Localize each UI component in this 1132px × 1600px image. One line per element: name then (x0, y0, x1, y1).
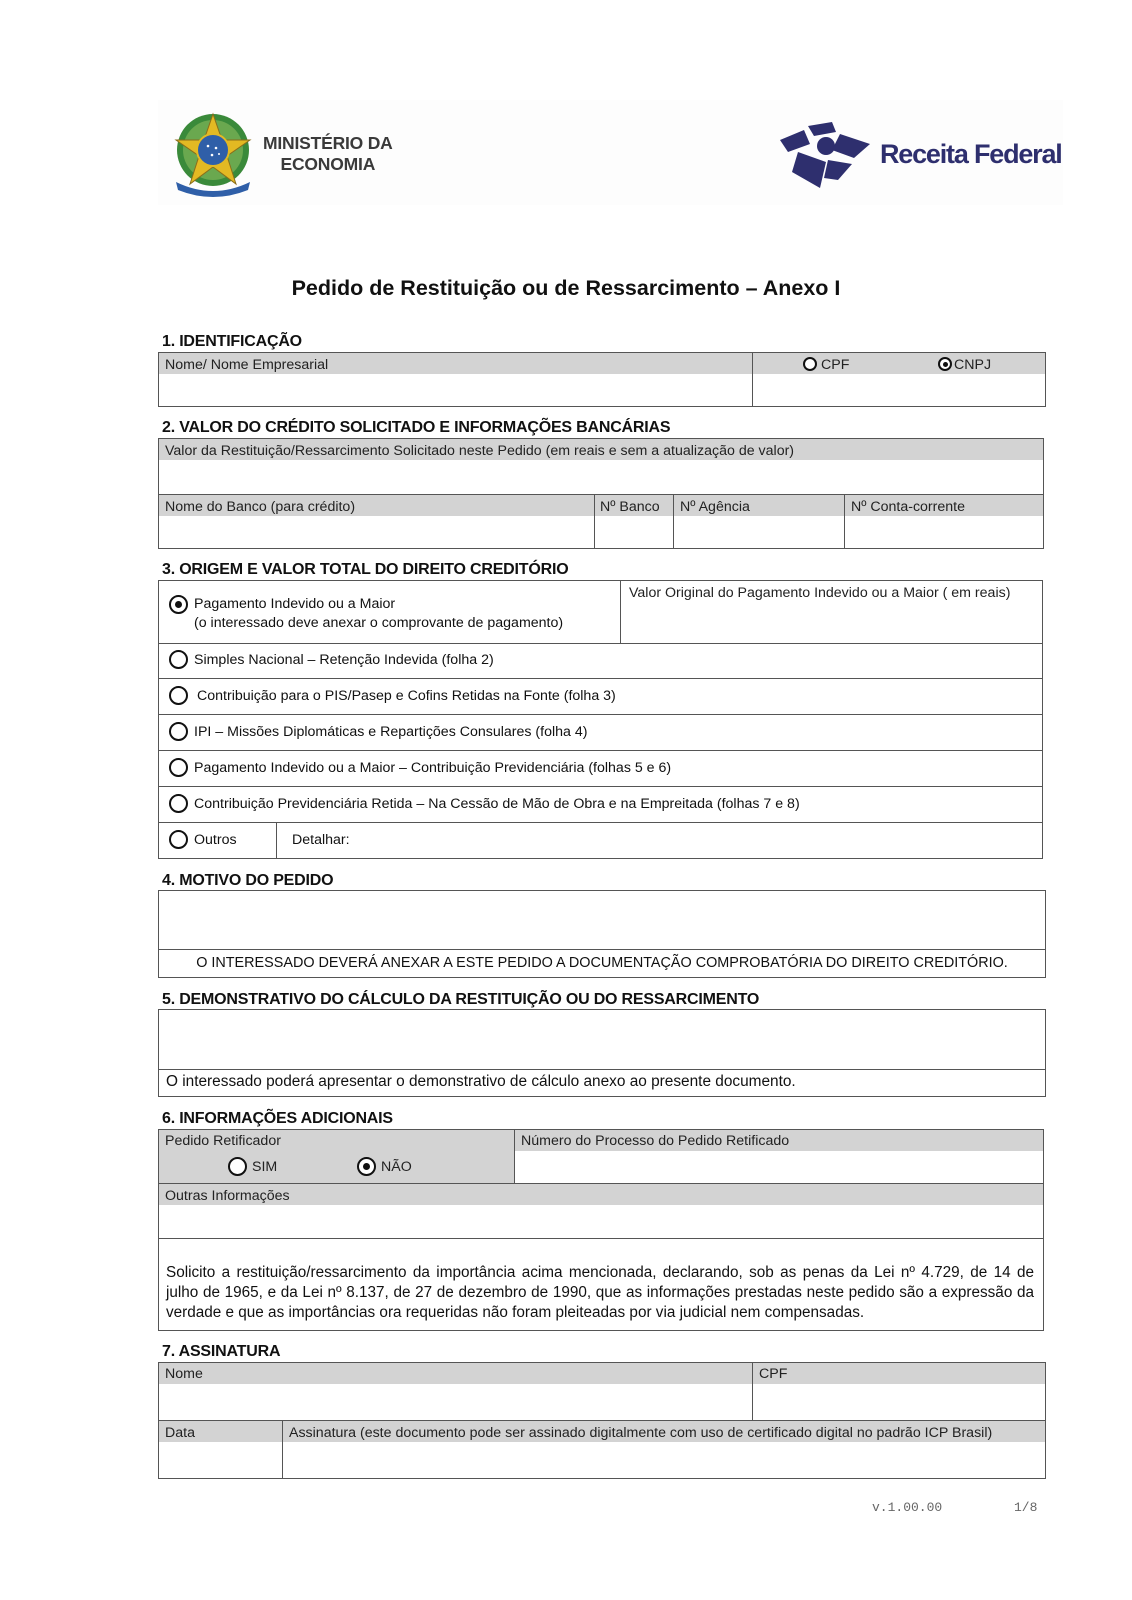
previdenciaria-radio[interactable] (169, 758, 188, 777)
section-7-title: 7. ASSINATURA (162, 1343, 281, 1360)
ministry-line-1: MINISTÉRIO DA (263, 133, 393, 153)
data-label: Data (165, 1425, 195, 1441)
divider (159, 678, 1042, 679)
conta-label: Nº Conta-corrente (851, 499, 965, 515)
declaration-text: Solicito a restituição/ressarcimento da importância acima mencionada, declarando, sob as penas da Lei nº 4.729, de 14 de julho de 1965, e da Lei nº 8.137, de 27 de dezembro de 1990, que as informações prestadas neste pedido são a expressão da verdade e que as importâncias ora requeridas não foram pleiteadas por via judicial nem compensadas. (166, 1264, 1034, 1321)
ipi-label: IPI – Missões Diplomáticas e Repartições Consulares (folha 4) (194, 724, 588, 740)
previdenciaria-retida-label: Contribuição Previdenciária Retida – Na Cessão de Mão de Obra e na Empreitada (folhas 7 e 8) (194, 796, 800, 812)
pagamento-indevido-note: (o interessado deve anexar o comprovante de pagamento) (194, 615, 564, 631)
retificador-sim-label: SIM (252, 1159, 278, 1175)
valor-original-input[interactable] (621, 605, 1042, 642)
retificador-label: Pedido Retificador (165, 1133, 281, 1149)
divider (159, 643, 1042, 644)
previdenciaria-retida-radio[interactable] (169, 794, 188, 813)
previdenciaria-label: Pagamento Indevido ou a Maior – Contribuição Previdenciária (folhas 5 e 6) (194, 760, 672, 776)
nome-header-bar (159, 1363, 1045, 1384)
section-6-title: 6. INFORMAÇÕES ADICIONAIS (162, 1110, 393, 1127)
ministry-line-2: ECONOMIA (280, 154, 376, 174)
agencia-input[interactable] (674, 517, 843, 548)
assinatura-input[interactable] (283, 1443, 1045, 1478)
section-2-title: 2. VALOR DO CRÉDITO SOLICITADO E INFORMAÇÕES BANCÁRIAS (162, 419, 671, 436)
cnpj-radio-label: CNPJ (954, 357, 992, 373)
agency-name: Receita Federal (880, 139, 1062, 169)
conta-input[interactable] (845, 517, 1043, 548)
divider (159, 822, 1042, 823)
banco-nome-label: Nome do Banco (para crédito) (165, 499, 356, 515)
agencia-label: Nº Agência (680, 499, 750, 515)
assinatura-nome-label: Nome (165, 1366, 203, 1382)
divider (159, 949, 1045, 950)
name-label: Nome/ Nome Empresarial (165, 357, 329, 373)
assinatura-cpf-input[interactable] (753, 1385, 1045, 1420)
divider (159, 1069, 1045, 1070)
divider (159, 1238, 1043, 1239)
assinatura-cpf-label: CPF (759, 1366, 788, 1382)
demonstrativo-input[interactable] (159, 1010, 1045, 1069)
simples-nacional-radio[interactable] (169, 650, 188, 669)
banco-nome-input[interactable] (159, 517, 593, 548)
demonstrativo-note: O interessado poderá apresentar o demonstrativo de cálculo anexo ao presente documento. (166, 1073, 796, 1090)
cnpj-radio[interactable] (938, 357, 952, 371)
outras-label: Outras Informações (165, 1188, 290, 1204)
coat-of-arms-icon (168, 108, 258, 200)
simples-nacional-label: Simples Nacional – Retenção Indevida (folha 2) (194, 652, 494, 668)
pis-pasep-label: Contribuição para o PIS/Pasep e Cofins Retidas na Fonte (folha 3) (197, 688, 616, 704)
motivo-note: O INTERESSADO DEVERÁ ANEXAR A ESTE PEDIDO A DOCUMENTAÇÃO COMPROBATÓRIA DO DIREITO CREDITÓRIO. (196, 955, 1008, 971)
assinatura-nome-input[interactable] (159, 1385, 751, 1420)
section-4-title: 4. MOTIVO DO PEDIDO (162, 872, 334, 889)
motivo-input[interactable] (159, 891, 1045, 949)
divider (276, 823, 277, 858)
detalhar-label: Detalhar: (292, 832, 350, 848)
retificador-nao-radio[interactable] (357, 1157, 376, 1176)
section-3-title: 3. ORIGEM E VALOR TOTAL DO DIREITO CREDITÓRIO (162, 561, 569, 578)
processo-input[interactable] (515, 1152, 1043, 1183)
data-input[interactable] (159, 1443, 281, 1478)
retificador-sim-radio[interactable] (228, 1157, 247, 1176)
assinatura-label: Assinatura (este documento pode ser assinado digitalmente com uso de certificado digital no padrão ICP Brasil) (289, 1425, 993, 1441)
page-title: Pedido de Restituição ou de Ressarcimento – Anexo I (291, 276, 841, 300)
detalhar-input[interactable] (360, 824, 1042, 857)
outros-label: Outros (194, 832, 237, 848)
banco-num-input[interactable] (595, 517, 672, 548)
version-label: v.1.00.00 (872, 1500, 943, 1515)
page-number: 1/8 (1014, 1500, 1038, 1515)
name-input[interactable] (159, 375, 751, 406)
ipi-radio[interactable] (169, 722, 188, 741)
divider (159, 786, 1042, 787)
receita-federal-logo-icon (780, 122, 878, 188)
valor-original-label: Valor Original do Pagamento Indevido ou a Maior ( em reais) (629, 585, 1011, 601)
ministry-name (263, 133, 393, 175)
valor-input[interactable] (159, 461, 1043, 494)
cpf-radio-label: CPF (821, 357, 850, 373)
valor-label: Valor da Restituição/Ressarcimento Solicitado neste Pedido (em reais e sem a atualização de valor) (165, 443, 795, 459)
cpf-radio[interactable] (803, 357, 817, 371)
retificador-options-bar (159, 1151, 514, 1183)
pis-pasep-radio[interactable] (169, 686, 188, 705)
divider (159, 714, 1042, 715)
section-1-title: 1. IDENTIFICAÇÃO (162, 333, 302, 350)
retificador-nao-label: NÃO (381, 1159, 412, 1175)
outras-header-bar (159, 1184, 1043, 1205)
section-5-title: 5. DEMONSTRATIVO DO CÁLCULO DA RESTITUIÇÃO OU DO RESSARCIMENTO (162, 991, 760, 1008)
outros-radio[interactable] (169, 830, 188, 849)
banco-num-label: Nº Banco (600, 499, 660, 515)
processo-label: Número do Processo do Pedido Retificado (521, 1133, 790, 1149)
outras-input[interactable] (159, 1206, 1043, 1238)
pagamento-indevido-label: Pagamento Indevido ou a Maior (194, 596, 396, 612)
pagamento-indevido-radio[interactable] (169, 595, 188, 614)
divider (159, 750, 1042, 751)
document-number-input[interactable] (753, 375, 1045, 406)
